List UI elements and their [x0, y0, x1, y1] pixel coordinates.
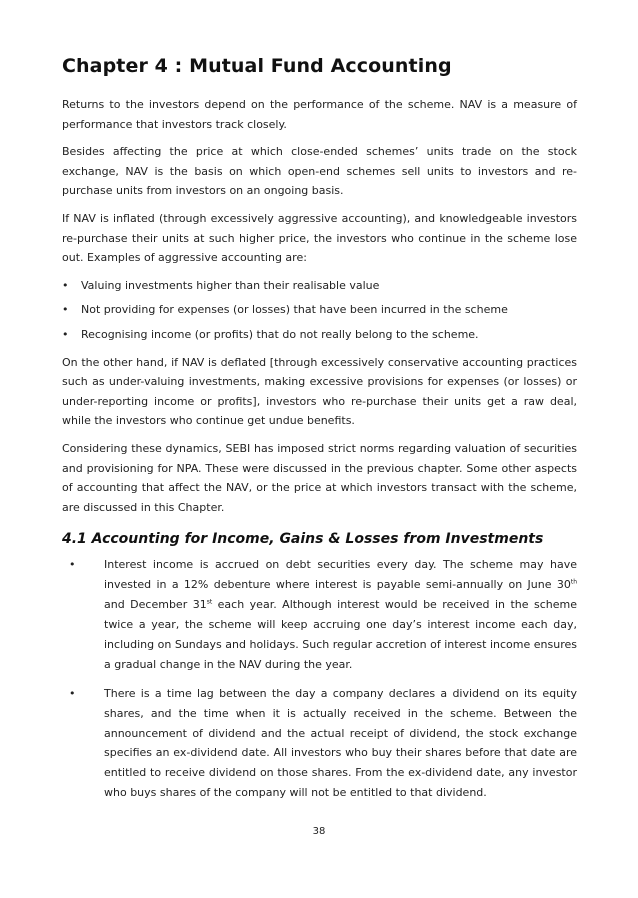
interest-text-part1: Interest income is accrued on debt securities every day. The scheme may have invested in a 12% debenture where interest is payable semi-annually on June 30	[104, 558, 577, 592]
list-item	[69, 684, 577, 803]
interest-text-part3: each year. Although interest would be received in the scheme twice a year, the scheme will keep accruing one day’s interest income each day, including on Sundays and holidays. Such regular accretion of interest income ensures a gradual change in the NAV during the year.	[104, 598, 577, 671]
aggressive-accounting-list	[62, 276, 577, 345]
list-item	[62, 325, 577, 345]
bullet-icon: •	[62, 327, 69, 341]
list-item	[62, 300, 577, 320]
superscript: th	[570, 578, 577, 586]
list-item	[69, 555, 577, 674]
paragraph-returns: Returns to the investors depend on the performance of the scheme. NAV is a measure of performance that investors track closely.	[62, 98, 577, 131]
page-number: 38	[312, 826, 326, 837]
superscript: st	[206, 598, 213, 606]
chapter-title: Chapter 4 : Mutual Fund Accounting	[62, 55, 452, 77]
paragraph-deflated-nav: On the other hand, if NAV is deflated [through excessively conservative accounting practices such as under-valuing investments, making excessive provisions for expenses (or losses) or under-reporting income or profits], investors who re-purchase their units get a raw deal, while the investors who continue get undue benefits.	[62, 355, 577, 428]
section-heading: 4.1 Accounting for Income, Gains & Losses from Investments	[62, 531, 544, 548]
bullet-icon: •	[69, 558, 76, 572]
list-item	[62, 276, 577, 296]
list-item-text: Not providing for expenses (or losses) that have been incurred in the scheme	[81, 303, 508, 317]
page-body	[62, 55, 577, 812]
list-item-text: Recognising income (or profits) that do not really belong to the scheme.	[81, 327, 479, 341]
dividend-text: There is a time lag between the day a company declares a dividend on its equity shares, and the time when it is actually received in the scheme. Between the announcement of dividend and the actual receipt of dividend, the stock exchange specifies an ex-dividend date. All investors who buy their shares before that date are entitled to receive dividend on those shares. From the ex-dividend date, any investor who buys shares of the company will not be entitled to that dividend.	[104, 686, 577, 800]
interest-text-part2: and December 31	[104, 598, 207, 612]
bullet-icon: •	[62, 303, 69, 317]
section-bullet-list	[62, 555, 577, 803]
paragraph-sebi-norms: Considering these dynamics, SEBI has imposed strict norms regarding valuation of securities and provisioning for NPA. These were discussed in the previous chapter. Some other aspects of accounting that affect the NAV, or the price at which investors transact with the scheme, are discussed in this Chapter.	[62, 441, 577, 514]
list-item-text: Valuing investments higher than their realisable value	[81, 278, 380, 292]
bullet-icon: •	[62, 278, 69, 292]
paragraph-nav-basis: Besides affecting the price at which close-ended schemes’ units trade on the stock exchange, NAV is the basis on which open-end schemes sell units to investors and re-purchase units from investors on an ongoing basis.	[62, 145, 577, 198]
paragraph-inflated-nav: If NAV is inflated (through excessively aggressive accounting), and knowledgeable investors re-purchase their units at such higher price, the investors who continue in the scheme lose out. Examples of aggressive accounting are:	[62, 211, 577, 265]
bullet-icon: •	[69, 686, 76, 700]
